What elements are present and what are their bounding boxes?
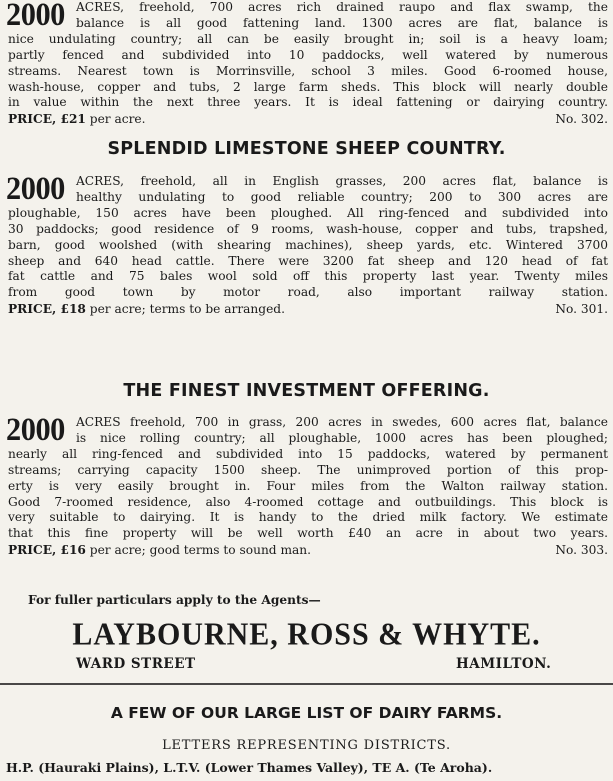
districts-key-text: H.P. (Hauraki Plains), L.T.V. (Lower Thames Valley), TE A. (Te Aroha).	[6, 760, 493, 775]
districts-key	[6, 760, 492, 775]
description-line: healthy undulating to good reliable country; 200 to 300 acres are	[76, 189, 608, 204]
divider-rule	[0, 683, 613, 685]
listing-description	[6, 412, 608, 542]
listing-302	[8, 0, 608, 127]
listing-301	[6, 171, 608, 317]
listing-number: No. 302.	[555, 112, 608, 127]
price-terms: per acre; good terms to sound man.	[85, 543, 312, 558]
price-row	[8, 301, 608, 317]
description-line: wash-house, copper and tubs, 2 large farm sheds. This block will nearly double	[8, 79, 608, 94]
listing-303	[6, 412, 608, 558]
firm-name: LAYBOURNE, ROSS & WHYTE.	[72, 617, 541, 652]
description-line: erty is very easily brought in. Four miles from the Walton railway station.	[8, 478, 608, 493]
section-heading: SPLENDID LIMESTONE SHEEP COUNTRY.	[107, 139, 506, 159]
listing-number: No. 301.	[555, 302, 608, 317]
agents-lead	[28, 593, 321, 607]
description-line: fat cattle and 75 bales wool sold off this property last year. Twenty miles	[8, 269, 608, 284]
description-line: 30 paddocks; good residence of 9 rooms, wash-house, copper and tubs, trapshed,	[8, 221, 608, 236]
description-line: nice undulating country; all can be easily brought in; soil is a heavy loam;	[8, 31, 608, 46]
section-heading: THE FINEST INVESTMENT OFFERING.	[123, 381, 490, 401]
description-line: that this fine property will be well worth £40 an acre in about two years.	[8, 526, 608, 541]
description-line: is nice rolling country; all ploughable, 1000 acres has been ploughed;	[76, 430, 608, 445]
description-line: partly fenced and subdivided into 10 paddocks, well watered by numerous	[8, 47, 608, 62]
description-line: from good town by motor road, also important railway station.	[8, 285, 608, 300]
price-label: PRICE, £18	[8, 302, 86, 317]
price-label: PRICE, £21	[8, 112, 86, 127]
listing-description	[8, 0, 608, 111]
description-line: ACRES freehold, 700 in grass, 200 acres in swedes, 600 acres flat, balance	[76, 415, 608, 429]
description-line: barn, good woolshed (with shearing machines), sheep yards, etc. Wintered 3700	[8, 237, 608, 252]
description-line: in value within the next three years. It is ideal fattening or dairying country.	[8, 95, 608, 110]
price-text	[8, 301, 285, 317]
description-line: very suitable to dairying. It is handy to the dried milk factory. We estimate	[8, 510, 608, 525]
description-line: ACRES, freehold, 700 acres rich drained raupo and flax swamp, the	[76, 0, 608, 14]
price-row	[8, 542, 608, 558]
price-terms: per acre.	[85, 112, 146, 127]
listing-number: No. 303.	[555, 543, 608, 558]
description-line: streams; carrying capacity 1500 sheep. The unimproved portion of this prop-	[8, 462, 608, 477]
description-line: balance is all good fattening land. 1300 acres are flat, balance is	[76, 15, 608, 30]
acreage-figure: 2000	[6, 0, 65, 33]
description-line: Good 7-roomed residence, also 4-roomed cottage and outbuildings. This block is	[8, 494, 608, 509]
description-line: nearly all ring-fenced and subdivided into 15 paddocks, watered by permanent	[8, 446, 608, 461]
acreage-figure: 2000	[6, 171, 65, 207]
agents-lead-text: For fuller particulars apply to the Agents—	[28, 593, 321, 607]
firm-town: HAMILTON.	[456, 656, 552, 672]
acreage-figure: 2000	[6, 412, 65, 448]
price-text	[8, 542, 311, 558]
price-text	[8, 111, 146, 127]
description-line: ploughable, 150 acres have been ploughed. All ring-fenced and subdivided into	[8, 205, 608, 220]
price-row	[8, 111, 608, 127]
districts-subheading: LETTERS REPRESENTING DISTRICTS.	[162, 738, 451, 753]
dairy-farms-heading: A FEW OF OUR LARGE LIST OF DAIRY FARMS.	[110, 704, 503, 722]
description-line: ACRES, freehold, all in English grasses, 200 acres flat, balance is	[76, 174, 608, 188]
firm-street: WARD STREET	[76, 656, 196, 672]
description-line: sheep and 640 head cattle. There were 3200 fat sheep and 120 head of fat	[8, 253, 608, 268]
price-label: PRICE, £16	[8, 543, 86, 558]
listing-description	[6, 171, 608, 301]
price-terms: per acre; terms to be arranged.	[85, 302, 285, 317]
description-line: streams. Nearest town is Morrinsville, school 3 miles. Good 6-roomed house,	[8, 63, 608, 78]
